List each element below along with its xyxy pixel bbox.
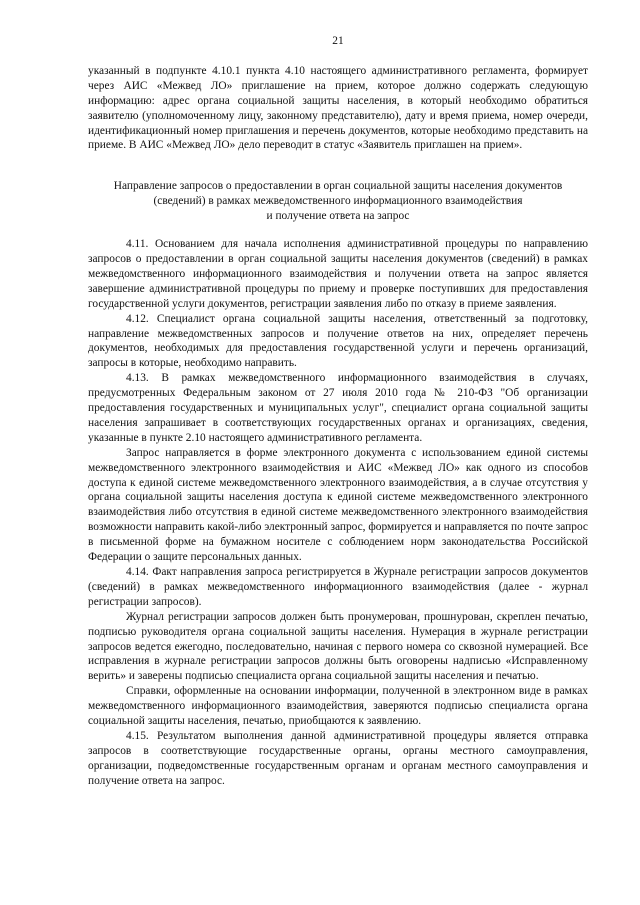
heading-line: Направление запросов о предоставлении в орган социальной защиты населения документов [113,180,563,193]
paragraph-request-form: Запрос направляется в форме электронного документа с использованием единой системы межведомственного электронного взаимодействия и АИС «Межвед ЛО» как одного из способов доступа к единой системе межведомственного электронного взаимодействия, а в случае отсутствия у органа социальной защиты населения доступа к единой системе межведомственного электронного взаимодействия либо отсутствия в единой системе межведомственного электронного взаимодействия возможности направить какой-либо электронный запрос, формируется и направляется по почте запрос в письменной форме на бумажном носителе с соблюдением норм законодательства Российской Федерации о защите персональных данных. [88,446,588,564]
paragraph-4-15: 4.15. Результатом выполнения данной административной процедуры является отправка запросов в соответствующие государственные органы, органы местного самоуправления, организации, подведомственные государственным органам и органам местного самоуправления и получение ответа на запрос. [88,729,588,787]
paragraph-journal: Журнал регистрации запросов должен быть пронумерован, прошнурован, скреплен печатью, подписью руководителя органа социальной защиты населения. Нумерация в журнале регистрации запросов ведется ежегодно, последовательно, начиная с первого номера со сквозной нумерацией. Все исправления в журнале регистрации запросов должны быть оговорены надписью «Исправленному верить» и заверены подписью специалиста органа социальной защиты населения и печатью. [88,610,588,683]
paragraph-4-13: 4.13. В рамках межведомственного информационного взаимодействия в случаях, предусмотренных Федеральным законом от 27 июля 2010 года № 210-ФЗ "Об организации предоставления государственных и муниципальных услуг", специалист органа социальной защиты населения запрашивает в соответствующих государственных органах и организациях, сведения, указанные в пункте 2.10 настоящего административного регламента. [88,372,588,444]
paragraph-4-12: 4.12. Специалист органа социальной защиты населения, ответственный за подготовку, направление межведомственных запросов и получение ответов на них, определяет перечень документов, необходимых для предоставления государственной услуги и перечень организаций, запросы в которые, необходимо направить. [88,312,588,370]
heading-line: и получение ответа на запрос [266,210,410,223]
page-number: 21 [332,35,344,47]
paragraph-certificates: Справки, оформленные на основании информации, полученной в электронном виде в рамках межведомственного информационного взаимодействия, заверяются подписью специалиста органа социальной защиты населения, печатью, приобщаются к заявлению. [88,685,588,728]
paragraph-4-14: 4.14. Факт направления запроса регистрируется в Журнале регистрации запросов документов (сведений) в рамках межведомственного информационного взаимодействия (далее - журнал регистрации запросов). [88,566,588,608]
section-heading [88,179,588,224]
paragraph-continuation: указанный в подпункте 4.10.1 пункта 4.10 настоящего административного регламента, формирует через АИС «Межвед ЛО» приглашение на прием, которое должно содержать следующую информацию: адрес органа социальной защиты населения, в который необходимо обратиться заявителю (уполномоченному лицу, законному представителю), дату и время приема, номер очереди, идентификационный номер приглашения и перечень документов, которые необходимо представить на приеме. В АИС «Межвед ЛО» дело переводит в статус «Заявитель приглашен на прием». [88,64,588,152]
paragraph-4-11: 4.11. Основанием для начала исполнения административной процедуры по направлению запросов о предоставлении в орган социальной защиты населения документов (сведений) в рамках межведомственного информационного взаимодействия и получении ответа на запрос является завершение административной процедуры по приему и проверке поступивших для предоставления государственной услуги документов, регистрации заявления либо по отказу в приеме заявления. [88,238,588,310]
heading-line: (сведений) в рамках межведомственного информационного взаимодействия [153,195,523,208]
